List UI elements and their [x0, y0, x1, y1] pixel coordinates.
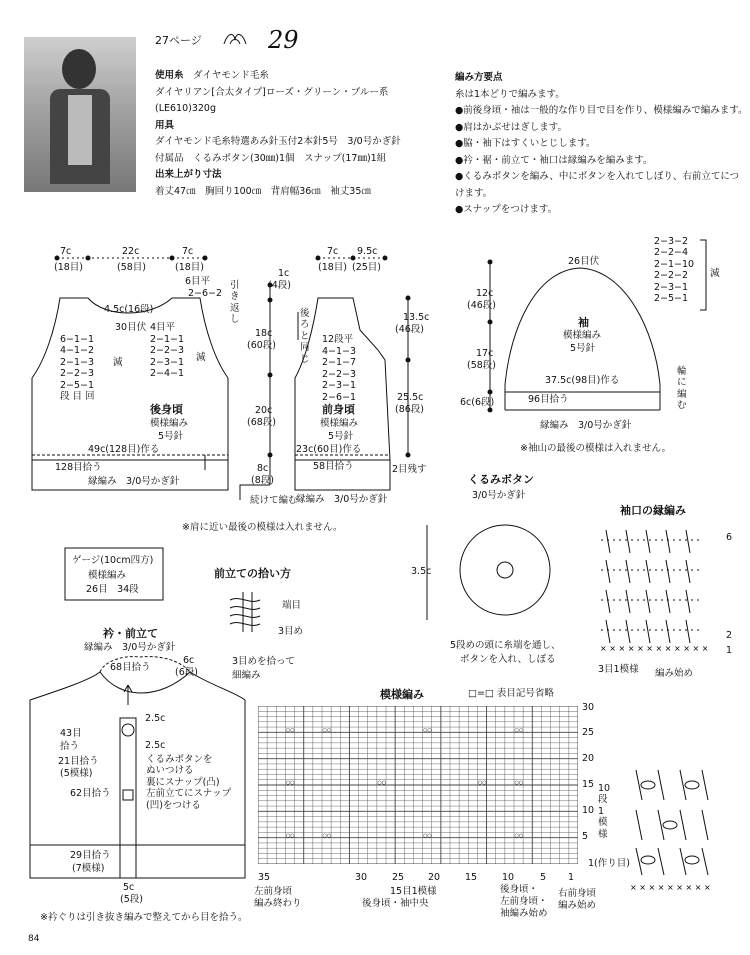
shaping-label: 2−3−1 [150, 356, 185, 368]
note-label: ※袖山の最後の模様は入れません。 [520, 443, 672, 454]
dim-label: 43目 [60, 728, 82, 739]
note-label: 2目残す [392, 464, 427, 475]
row-number: 10 [582, 805, 595, 816]
shaping-label: 4目平 [150, 322, 176, 333]
back-right-decreases [150, 334, 184, 380]
note-label: 左前立てにスナップ [146, 788, 232, 800]
shaping-label: 2−1−7 [322, 357, 357, 369]
shaping-label: 2−1−1 [150, 334, 185, 345]
shaping-label: 2−1−3 [60, 356, 95, 368]
dim-label: (60段) [247, 340, 277, 351]
dim-label: 49c(128目)作る [88, 444, 160, 455]
note-label: 後身頃・ [500, 884, 539, 895]
dim-label: (4段) [268, 280, 291, 291]
shaping-label: 2−2−3 [150, 345, 185, 357]
note-label: 端目 [282, 600, 302, 611]
dim-label: 62目拾う [70, 788, 111, 799]
col-number: 20 [428, 872, 441, 883]
page-number: 84 [28, 934, 40, 944]
dim-label: 3.5c [411, 566, 432, 577]
dim-label: (25目) [352, 262, 382, 273]
dim-label: 37.5c(98目)作る [545, 375, 620, 386]
dim-label: (46段) [395, 324, 425, 335]
shaping-label: 2−3−1 [654, 281, 689, 293]
row-number: 1(作り目) [588, 858, 630, 869]
stitch-label: 縁編み 3/0号かぎ針 [84, 642, 176, 653]
dim-label: 2.5c [145, 713, 166, 724]
note-label: 袖編み始め [500, 908, 548, 919]
stitch-symbol: ○○ [322, 727, 332, 734]
yarn-heading: 使用糸 [155, 70, 184, 81]
dim-label: 29目拾う [70, 850, 111, 861]
shaping-label: 減 [196, 352, 206, 363]
row-number: 30 [582, 702, 595, 713]
dim-label: (7模様) [72, 863, 105, 874]
row-number: 6 [726, 532, 733, 543]
gauge-label: 26目 34段 [86, 584, 139, 595]
dim-label: (58段) [467, 360, 497, 371]
col-number: 1 [568, 872, 575, 883]
needle-label: 3/0号かぎ針 [472, 490, 526, 501]
sleeve-title: 袖 [578, 316, 589, 329]
dim-label: 1c [278, 268, 290, 279]
col-number: 35 [258, 872, 271, 883]
col-number: 5 [540, 872, 547, 883]
dim-label: 58目拾う [313, 461, 354, 472]
shaping-label: 2−6−2 [188, 288, 223, 299]
dim-label: 7c [60, 246, 72, 257]
note-line: ●衿・裾・前立て・袖口は縁編みを編みます。 [455, 154, 653, 166]
stitch-symbol: ○○ [285, 727, 295, 734]
dim-label: (68段) [247, 417, 277, 428]
note-label: 3目1模様 [598, 664, 639, 675]
stitch-symbol: ○○ [423, 832, 432, 839]
needle-label: 5号針 [158, 431, 184, 442]
shaping-label: 減 [113, 357, 123, 368]
shaping-label: 引き返し [230, 280, 240, 326]
dim-label: 96目拾う [528, 394, 569, 405]
dim-label: (18目) [175, 262, 205, 273]
shaping-label: 2−2−3 [60, 368, 95, 380]
row-number: 20 [582, 753, 595, 764]
stitch-label: 模様編み [320, 418, 359, 429]
shaping-label: 4−1−3 [322, 346, 357, 357]
needle-label: 5号針 [570, 343, 596, 354]
dim-label: (6段) [175, 667, 198, 678]
note-label: 5段めの頭に糸端を通し、 [450, 640, 561, 651]
stitch-label: 縁編み 3/0号かぎ針 [296, 494, 388, 505]
dim-label: 20c [255, 405, 273, 416]
row-number: 25 [582, 727, 595, 738]
shaping-label: 2−5−1 [654, 292, 689, 304]
note-label: 3目めを拾って [232, 656, 296, 667]
dim-label: (18目) [54, 262, 84, 273]
dim-label: 23c(60目)作る [296, 444, 362, 455]
dim-label: 12c [476, 288, 494, 299]
note-label: 裏にスナップ(凸) [146, 776, 220, 788]
note-line: ●肩はかぶせはぎします。 [455, 121, 568, 133]
shaping-label: 2−2−3 [322, 368, 357, 380]
back-left-decreases [60, 334, 95, 402]
col-number: 10 [502, 872, 515, 883]
dim-label: 9.5c [357, 246, 378, 257]
dim-label: 6c [183, 655, 195, 666]
stitch-symbol: ○○ [477, 780, 487, 787]
svg-text:× × × × × × × × ×: × × × × × × × × × [630, 883, 711, 892]
dim-label: 5c [123, 882, 135, 893]
shaping-label: 26目伏 [568, 256, 600, 267]
note-label: ※肩に近い最後の模様は入れません。 [182, 522, 343, 533]
note-label: (凹)をつける [146, 799, 201, 811]
shaping-label: 段 目 回 [60, 390, 95, 402]
size-heading: 出来上がり寸法 [155, 169, 222, 180]
stitch-label: 縁編み 3/0号かぎ針 [540, 420, 632, 431]
stitch-symbol: ○○ [423, 727, 432, 734]
stitch-label: 模様編み [563, 330, 602, 341]
svg-text:× × × × × × × × × × × ×: × × × × × × × × × × × × [600, 644, 708, 653]
page-ref: 27ページ [155, 34, 202, 47]
stitch-symbol: ○○ [285, 832, 295, 839]
row-number: 1 [726, 645, 733, 656]
dim-label: 128目拾う [55, 462, 102, 473]
note-line: 糸は1本どりで編みます。 [455, 88, 565, 100]
stitch-label: 模様編み [150, 418, 189, 429]
dim-label: 17c [476, 348, 494, 359]
note-label: ぬいつける [146, 765, 194, 777]
shaping-label: 2−3−1 [322, 380, 357, 392]
note-line: ●脇・袖下はすくいとじします。 [455, 138, 596, 149]
col-number: 15 [465, 872, 478, 883]
note-label: 左前身頃 [254, 886, 293, 897]
yarn-brand: ダイヤモンド毛糸 [193, 70, 269, 81]
dim-label: 22c [122, 246, 140, 257]
dim-label: 7c [327, 246, 339, 257]
chart-legend: □=□ 表目記号省略 [468, 688, 554, 699]
shaping-label: 2−2−2 [654, 270, 689, 282]
dim-label: (18目) [318, 262, 348, 273]
stitch-symbol: ○○ [514, 832, 524, 839]
note-label: 続けて編む [250, 495, 298, 506]
note-label: 右前身頃 [558, 888, 597, 899]
cuff-stitch-chart [596, 525, 708, 655]
dim-label: (5模様) [60, 768, 93, 779]
stitch-label: 縁編み 3/0号かぎ針 [88, 476, 180, 487]
note-line: ●くるみボタンを編み、中にボタンを入れてしぼり、右前立てにつ [455, 171, 740, 182]
dim-label: 6c(6段) [460, 397, 495, 408]
gauge-label: 模様編み [88, 570, 127, 581]
col-number: 25 [392, 872, 405, 883]
repeat-label: 10段1模様 [598, 783, 611, 840]
dim-label: 8c [257, 463, 269, 474]
dim-label: 拾う [60, 741, 80, 752]
shaping-label: 2−6−1 [322, 391, 357, 403]
note-label: 編み始め [655, 668, 694, 679]
shaping-label: 2−5−1 [60, 379, 95, 391]
note-line: ●スナップをつけます。 [455, 204, 558, 215]
shaping-label: 2−1−10 [654, 258, 695, 270]
dim-label: 7c [182, 246, 194, 257]
note-label: 輪に編む [677, 366, 687, 412]
dim-label: 21目拾う [58, 756, 99, 767]
note-label: 3目め [278, 626, 304, 637]
yarn-amount: (LE610)320g [155, 103, 217, 114]
gauge-label: ゲージ(10cm四方) [72, 555, 154, 566]
yarn-type: ダイヤリアン[合太タイプ]ローズ・グリーン・ブルー系 [155, 86, 389, 98]
tools-notions: 付属品 くるみボタン(30㎜)1個 スナップ(17㎜)1組 [155, 152, 387, 164]
chart-title: 模様編み [380, 688, 424, 701]
shaping-label: 30目伏 [115, 322, 147, 333]
note-label: 後身頃・袖中央 [362, 898, 429, 909]
note-label: 編み始め [558, 900, 597, 911]
stitch-symbol: ○○ [514, 780, 524, 787]
dim-label: 13.5c [403, 312, 430, 323]
shaping-label: 減 [710, 268, 720, 279]
edging-stitch-sample [628, 760, 724, 895]
repeat-label: 15目1模様 [390, 886, 437, 897]
button-instructions [146, 754, 231, 811]
col-number: 30 [355, 872, 368, 883]
note-label: くるみボタンを [146, 754, 213, 765]
size-values: 着丈47㎝ 胸回り100㎝ 背肩幅36㎝ 袖丈35㎝ [155, 185, 371, 197]
dim-label: (8段) [251, 475, 274, 486]
dim-label: (46段) [467, 300, 497, 311]
dim-label: 25.5c [397, 392, 424, 403]
dim-label: (5段) [120, 894, 143, 905]
note-line: ●前後身頃・袖は一般的な作り目で目を作り、模様編みで編みます。 [455, 105, 748, 116]
front-body-title: 前身頃 [322, 403, 355, 416]
cuff-edging-title: 袖口の縁編み [620, 504, 686, 517]
dim-label: 68目拾う [110, 662, 151, 673]
note-label: 左前身頃・ [500, 896, 548, 907]
shaping-label: 6−1−1 [60, 334, 95, 345]
row-number: 2 [726, 630, 733, 641]
back-body-title: 後身頃 [150, 403, 183, 416]
note-label: ※衿ぐりは引き抜き編みで整えてから目を拾う。 [40, 912, 248, 923]
note-line: けます。 [455, 187, 493, 199]
button-title: くるみボタン [468, 473, 534, 486]
shaping-label: 2−2−4 [654, 247, 689, 259]
row-number: 5 [582, 831, 589, 842]
sleeve-decreases [654, 236, 694, 304]
dim-label: 4.5c(16段) [104, 304, 154, 315]
stitch-symbol: ○○ [514, 727, 524, 734]
notes-heading: 編み方要点 [455, 72, 503, 83]
dim-label: 18c [255, 328, 273, 339]
shaping-label: 2−4−1 [150, 368, 185, 380]
dim-label: (58目) [117, 262, 147, 273]
shaping-label: 6目平 [185, 276, 211, 287]
tools-needles: ダイヤモンド毛糸特選あみ針玉付2本針5号 3/0号かぎ針 [155, 136, 401, 147]
row-number: 15 [582, 779, 595, 790]
collar-title: 衿・前立て [103, 627, 158, 640]
note-label: 細編み [232, 670, 261, 681]
shaping-label: 12段平 [322, 334, 354, 345]
note-label: 後ろと同じ [300, 308, 310, 365]
note-label: ボタンを入れ、しぼる [460, 654, 556, 665]
front-decreases [322, 346, 356, 403]
stitch-symbol: ○○ [322, 832, 332, 839]
pickup-title: 前立ての拾い方 [214, 567, 291, 580]
dim-label: 2.5c [145, 740, 166, 751]
tools-heading: 用具 [155, 119, 175, 131]
stitch-symbol: ○○ [285, 780, 295, 787]
pattern-grid [258, 706, 578, 864]
note-label: 編み終わり [254, 898, 302, 909]
shaping-label: 2−3−2 [654, 236, 689, 247]
stitch-symbol: ○○ [377, 780, 387, 787]
dim-label: (86段) [395, 404, 425, 415]
needle-label: 5号針 [328, 431, 354, 442]
shaping-label: 4−1−2 [60, 345, 95, 357]
pattern-number: 29 [268, 26, 299, 54]
